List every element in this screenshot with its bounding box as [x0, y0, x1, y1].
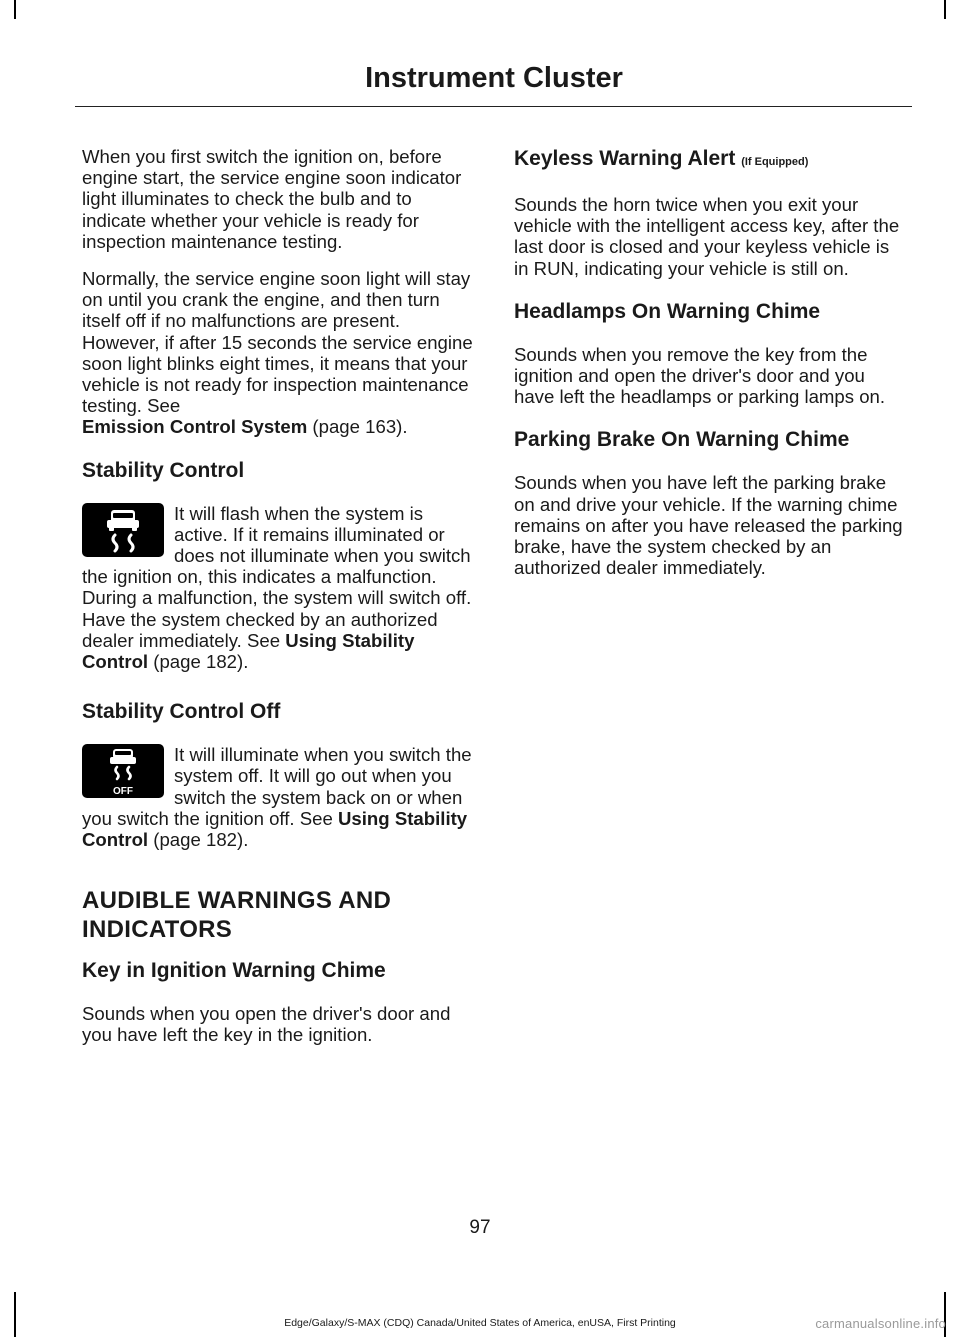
- page-title: Instrument Cluster: [365, 62, 623, 94]
- edition-footer: Edge/Galaxy/S-MAX (CDQ) Canada/United States of America, enUSA, First Printing: [284, 1317, 676, 1329]
- using-stability-control-off-link[interactable]: Using Stability Control: [82, 807, 468, 851]
- key-in-ignition-heading: Key in Ignition Warning Chime: [82, 959, 386, 983]
- watermark: carmanualsonline.info: [815, 1316, 946, 1331]
- using-stability-control-link[interactable]: Using Stability Control: [82, 629, 415, 673]
- crop-mark-bottom-left: [14, 1292, 16, 1337]
- headlamps-on-text: Sounds when you remove the key from the ignition and open the driver's door and you have left the headlamps or parking lamps on.: [514, 343, 886, 408]
- crop-mark-top-left: [14, 0, 16, 19]
- keyless-warning-heading: Keyless Warning Alert (If Equipped): [514, 147, 809, 170]
- stability-control-off-text: It will illuminate when you switch the system off. It will go out when you switch the system back on or when you switch the ignition off. See: [82, 744, 472, 829]
- off-label: OFF: [113, 786, 133, 798]
- right-column: [514, 146, 908, 594]
- stability-control-off-heading: Stability Control Off: [82, 700, 281, 724]
- left-column: [82, 146, 475, 1062]
- stability-control-off-block: OFF It will illuminate when you switch the system off. It will go out when you switch the system back on or when you switch the ignition off. See Using Stability Control (page 182).: [82, 744, 472, 851]
- parking-brake-text: Sounds when you have left the parking brake on and drive your vehicle. If the warning chime remains on after you have released the parking brake, have the system checked by an authorized dealer immediately.: [514, 472, 903, 579]
- audible-warnings-heading: AUDIBLE WARNINGS AND INDICATORS: [82, 887, 392, 944]
- stability-control-block: It will flash when the system is active. If it remains illuminated or does not illuminate when you switch the ignition on, this indicates a malfunction. During a malfunction, the system will switch off. Have the system checked by an authorized dealer immediately. See Using Stability Control (page 182).: [82, 502, 472, 673]
- parking-brake-heading: Parking Brake On Warning Chime: [514, 428, 850, 452]
- page-number: 97: [469, 1217, 491, 1238]
- intro-paragraph-2: Normally, the service engine soon light will stay on until you crank the engine, and then turn itself off if no malfunctions are present. However, if after 15 seconds the service engine soon light blinks eight times, it means that your vehicle is not ready for inspection maintenance testing. See Emission Control System (page 163).: [82, 268, 473, 438]
- headlamps-on-heading: Headlamps On Warning Chime: [514, 299, 821, 323]
- keyless-warning-text: Sounds the horn twice when you exit your vehicle with the intelligent access key, after the last door is closed and your keyless vehicle is in RUN, indicating your vehicle is still on.: [514, 194, 900, 279]
- emission-control-link[interactable]: Emission Control System: [82, 416, 308, 438]
- if-equipped-tag: (If Equipped): [741, 156, 809, 168]
- stability-control-icon: [82, 503, 164, 557]
- header-divider: [75, 106, 912, 107]
- stability-control-text: It will flash when the system is active. If it remains illuminated or does not illuminate when you switch the ignition on, this indicates a malfunction. During a malfunction, the system will switch off. Have the system checked by an authorized dealer immediately. See: [82, 502, 472, 651]
- crop-mark-top-right: [944, 0, 946, 19]
- stability-control-heading: Stability Control: [82, 458, 245, 482]
- intro-paragraph-1: When you first switch the ignition on, before engine start, the service engine soon indicator light illuminates to check the bulb and to indicate whether your vehicle is ready for inspection maintenance testing.: [82, 146, 462, 252]
- stability-control-off-icon: [82, 744, 164, 798]
- key-in-ignition-text: Sounds when you open the driver's door and you have left the key in the ignition.: [82, 1003, 451, 1046]
- page-header: [0, 62, 960, 95]
